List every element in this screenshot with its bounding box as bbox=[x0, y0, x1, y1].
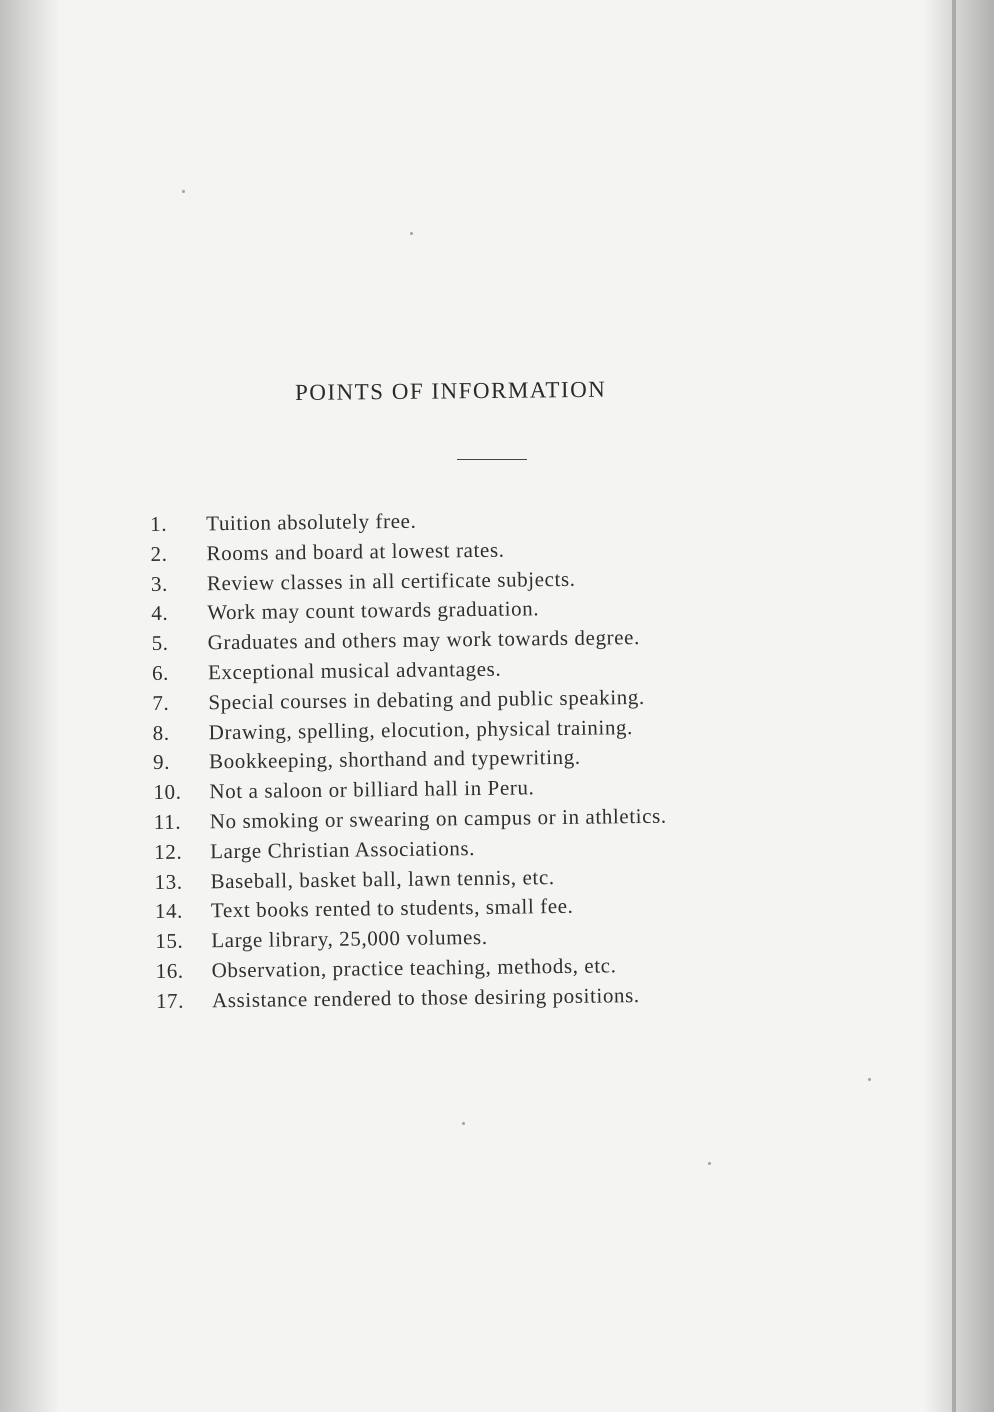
scan-speck bbox=[708, 1162, 711, 1165]
item-text: Text books rented to students, small fee. bbox=[210, 894, 574, 923]
item-number: 4. bbox=[151, 601, 169, 626]
item-text: Tuition absolutely free. bbox=[206, 508, 417, 536]
item-text: Assistance rendered to those desiring positions. bbox=[211, 982, 640, 1013]
item-text: Large library, 25,000 volumes. bbox=[211, 925, 488, 953]
item-number: 9. bbox=[152, 750, 171, 775]
item-number: 3. bbox=[150, 571, 168, 596]
item-text: Work may count towards graduation. bbox=[207, 596, 540, 625]
scan-speck bbox=[410, 232, 413, 235]
item-text: Drawing, spelling, elocution, physical training. bbox=[208, 714, 634, 744]
points-list bbox=[150, 504, 669, 1017]
item-number: 16. bbox=[155, 958, 184, 983]
item-text: Not a saloon or billiard hall in Peru. bbox=[209, 775, 535, 804]
item-text: Observation, practice teaching, methods, etc. bbox=[211, 953, 617, 983]
item-number: 8. bbox=[152, 720, 170, 745]
item-number: 12. bbox=[154, 839, 183, 864]
scan-shadow-left bbox=[0, 0, 60, 1412]
title-divider bbox=[457, 459, 527, 460]
item-number: 5. bbox=[151, 630, 169, 656]
item-number: 6. bbox=[151, 660, 170, 685]
page-title: POINTS OF INFORMATION bbox=[294, 376, 607, 405]
item-number: 13. bbox=[154, 869, 183, 894]
item-text: Bookkeeping, shorthand and typewriting. bbox=[208, 745, 581, 774]
item-text: Review classes in all certificate subjects. bbox=[206, 566, 576, 595]
item-number: 15. bbox=[155, 928, 184, 954]
item-number: 11. bbox=[153, 809, 182, 834]
scan-speck bbox=[868, 1078, 871, 1081]
item-number: 7. bbox=[152, 690, 170, 715]
item-text: Exceptional musical advantages. bbox=[207, 656, 502, 685]
item-number: 1. bbox=[150, 511, 168, 536]
item-text: Large Christian Associations. bbox=[210, 835, 476, 864]
item-number: 10. bbox=[153, 779, 182, 805]
item-text: Graduates and others may work towards degree. bbox=[207, 625, 641, 655]
scan-speck bbox=[462, 1122, 465, 1125]
scan-shadow-right bbox=[924, 0, 994, 1412]
list-item bbox=[156, 980, 669, 1016]
page-edge-right bbox=[952, 0, 956, 1412]
item-text: No smoking or swearing on campus or in athletics. bbox=[209, 803, 667, 834]
item-text: Special courses in debating and public speaking. bbox=[208, 684, 645, 715]
item-text: Baseball, basket ball, lawn tennis, etc. bbox=[210, 864, 555, 893]
item-number: 14. bbox=[154, 898, 184, 924]
item-number: 17. bbox=[155, 988, 185, 1013]
item-number: 2. bbox=[150, 541, 168, 566]
item-text: Rooms and board at lowest rates. bbox=[206, 537, 505, 566]
scan-speck bbox=[182, 190, 185, 193]
